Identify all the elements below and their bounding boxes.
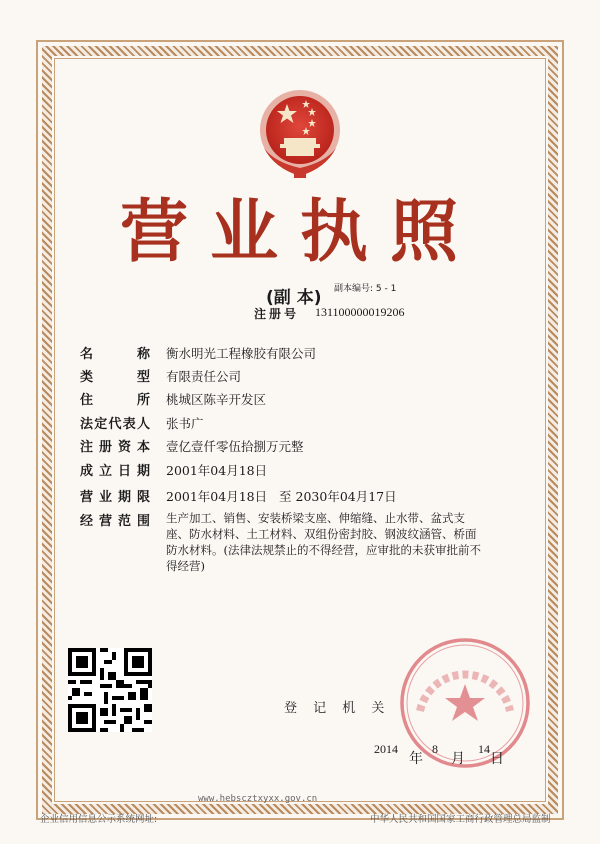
issue-date-month-unit: 月 — [451, 751, 465, 767]
issue-date-month: 8 — [432, 742, 438, 756]
national-emblem-icon — [254, 86, 346, 184]
field-value-capital: 壹亿壹仟零伍拾捌万元整 — [166, 439, 304, 454]
field-label-term: 营业期限 — [80, 490, 150, 505]
field-label-capital: 注册资本 — [80, 440, 150, 455]
qr-code-icon — [68, 648, 152, 732]
field-label-legal-rep: 法定代表人 — [80, 417, 150, 432]
copy-number: 副本编号: 5 - 1 — [334, 284, 397, 294]
issue-date-year-unit: 年 — [409, 751, 423, 767]
certificate-title: 营业执照 — [119, 192, 480, 272]
field-value-address: 桃城区陈辛开发区 — [166, 392, 267, 407]
field-label-scope: 经营范围 — [80, 514, 150, 529]
field-value-term: 2001年04月18日 至 2030年04月17日 — [166, 489, 397, 504]
credit-system-url: www.hebscztxyxx.gov.cn — [198, 794, 318, 804]
issue-date-day-unit: 日 — [490, 751, 504, 767]
field-value-type: 有限责任公司 — [166, 369, 242, 384]
registration-authority: 登 记 机 关 — [284, 701, 391, 716]
footer-website-label: 企业信用信息公示系统网址: — [40, 814, 158, 825]
copy-label: (副 本) — [266, 288, 322, 308]
field-value-legal-rep: 张书广 — [166, 416, 204, 431]
field-label-founded: 成立日期 — [80, 464, 150, 479]
registration-number: 131100000019206 — [315, 305, 405, 319]
field-label-type: 类型 — [80, 370, 150, 385]
field-label-address: 住所 — [80, 393, 150, 408]
issue-date-day: 14 — [478, 742, 490, 756]
footer-supervisor: 中华人民共和国国家工商行政管理总局监制 — [370, 814, 551, 825]
field-label-name: 名称 — [80, 347, 150, 362]
issue-date-year: 2014 — [374, 742, 398, 756]
field-value-scope: 生产加工、销售、安装桥梁支座、伸缩缝、止水带、盆式支座、防水材料、土工材料、双组份密封胶、钢波纹涵管、桥面防水材料。(法律法规禁止的不得经营，应审批的未获审批前不得经营) — [166, 511, 481, 573]
field-value-name: 衡水明光工程橡胶有限公司 — [166, 346, 317, 361]
registration-label: 注册号 — [254, 307, 300, 321]
field-value-founded: 2001年04月18日 — [166, 463, 268, 478]
